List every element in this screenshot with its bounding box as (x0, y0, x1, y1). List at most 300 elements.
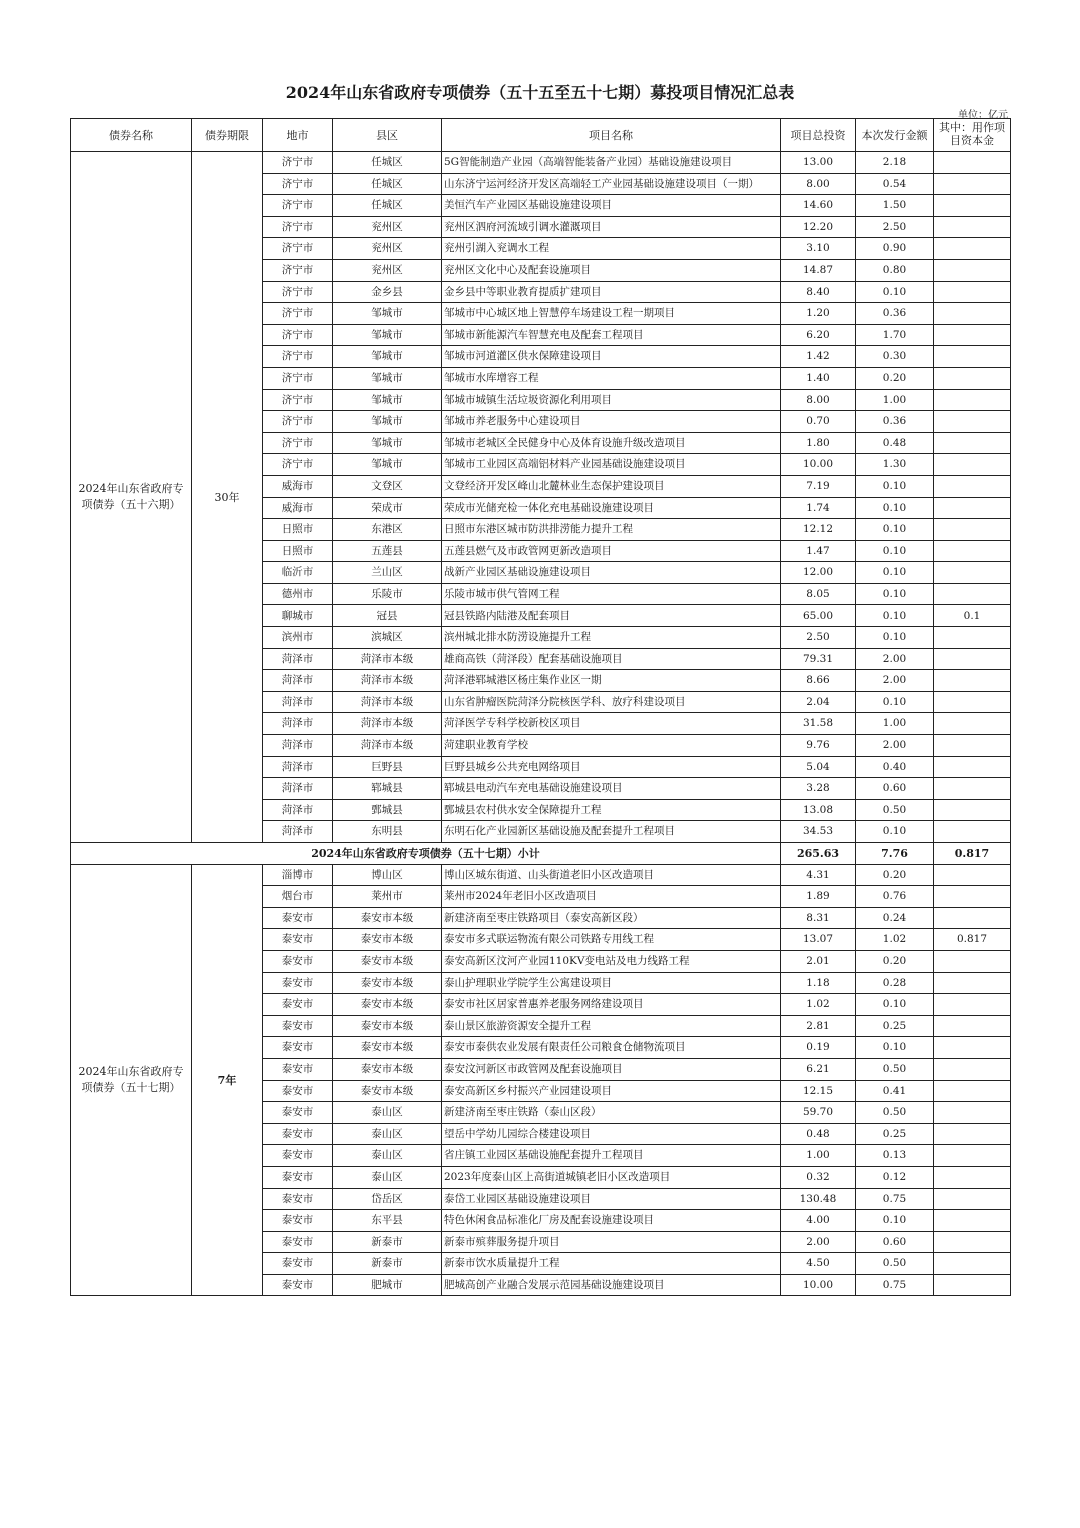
project-name-cell: 邹城市城镇生活垃圾资源化利用项目 (442, 389, 781, 411)
project-name-cell: 山东省肿瘤医院菏泽分院核医学科、放疗科建设项目 (442, 691, 781, 713)
project-name-cell: 2023年度泰山区上高街道城镇老旧小区改造项目 (442, 1166, 781, 1188)
capital-cell (934, 1015, 1011, 1037)
city-cell: 济宁市 (263, 238, 333, 260)
header-term: 债券期限 (192, 119, 263, 152)
issue-amount-cell: 0.25 (856, 1015, 934, 1037)
issue-amount-cell: 1.00 (856, 713, 934, 735)
city-cell: 日照市 (263, 519, 333, 541)
county-cell: 兖州区 (333, 216, 442, 238)
total-investment-cell: 0.48 (781, 1123, 856, 1145)
project-name-cell: 新泰市饮水质量提升工程 (442, 1253, 781, 1275)
issue-amount-cell: 2.00 (856, 735, 934, 757)
capital-cell (934, 691, 1011, 713)
issue-amount-cell: 0.10 (856, 994, 934, 1016)
county-cell: 泰山区 (333, 1123, 442, 1145)
project-name-cell: 美恒汽车产业园区基础设施建设项目 (442, 195, 781, 217)
county-cell: 泰安市本级 (333, 972, 442, 994)
county-cell: 新泰市 (333, 1253, 442, 1275)
city-cell: 济宁市 (263, 152, 333, 174)
capital-cell (934, 432, 1011, 454)
issue-amount-cell: 0.40 (856, 756, 934, 778)
capital-cell (934, 1058, 1011, 1080)
county-cell: 泰安市本级 (333, 1080, 442, 1102)
issue-amount-cell: 0.20 (856, 950, 934, 972)
total-investment-cell: 3.10 (781, 238, 856, 260)
capital-cell (934, 1188, 1011, 1210)
capital-cell (934, 778, 1011, 800)
project-name-cell: 邹城市河道灌区供水保障建设项目 (442, 346, 781, 368)
city-cell: 泰安市 (263, 1231, 333, 1253)
project-name-cell: 邹城市新能源汽车智慧充电及配套工程项目 (442, 324, 781, 346)
table-body (71, 152, 1011, 1296)
issue-amount-cell: 0.76 (856, 886, 934, 908)
county-cell: 邹城市 (333, 411, 442, 433)
project-name-cell: 菏泽港郓城港区杨庄集作业区一期 (442, 670, 781, 692)
project-name-cell: 邹城市老城区全民健身中心及体育设施升级改造项目 (442, 432, 781, 454)
total-investment-cell: 12.12 (781, 519, 856, 541)
county-cell: 泰安市本级 (333, 994, 442, 1016)
city-cell: 菏泽市 (263, 691, 333, 713)
project-name-cell: 郓城县电动汽车充电基础设施建设项目 (442, 778, 781, 800)
total-investment-cell: 8.40 (781, 281, 856, 303)
total-investment-cell: 1.80 (781, 432, 856, 454)
total-investment-cell: 12.15 (781, 1080, 856, 1102)
capital-cell (934, 195, 1011, 217)
capital-cell (934, 907, 1011, 929)
project-name-cell: 冠县铁路内陆港及配套项目 (442, 605, 781, 627)
city-cell: 淄博市 (263, 864, 333, 886)
capital-cell (934, 173, 1011, 195)
county-cell: 菏泽市本级 (333, 670, 442, 692)
capital-cell (934, 864, 1011, 886)
city-cell: 日照市 (263, 540, 333, 562)
city-cell: 泰安市 (263, 972, 333, 994)
project-name-cell: 菏泽医学专科学校新校区项目 (442, 713, 781, 735)
total-investment-cell: 34.53 (781, 821, 856, 843)
capital-cell (934, 475, 1011, 497)
county-cell: 东明县 (333, 821, 442, 843)
capital-cell (934, 799, 1011, 821)
city-cell: 济宁市 (263, 389, 333, 411)
issue-amount-cell: 0.10 (856, 605, 934, 627)
county-cell: 邹城市 (333, 432, 442, 454)
project-name-cell: 莱州市2024年老旧小区改造项目 (442, 886, 781, 908)
city-cell: 泰安市 (263, 1210, 333, 1232)
capital-cell (934, 281, 1011, 303)
issue-amount-cell: 0.20 (856, 864, 934, 886)
total-investment-cell: 130.48 (781, 1188, 856, 1210)
total-investment-cell: 6.21 (781, 1058, 856, 1080)
total-investment-cell: 2.01 (781, 950, 856, 972)
capital-cell: 0.817 (934, 929, 1011, 951)
county-cell: 泰山区 (333, 1102, 442, 1124)
county-cell: 泰安市本级 (333, 950, 442, 972)
issue-amount-cell: 0.10 (856, 1210, 934, 1232)
issue-amount-cell: 1.70 (856, 324, 934, 346)
issue-amount-cell: 0.41 (856, 1080, 934, 1102)
issue-amount-cell: 0.60 (856, 1231, 934, 1253)
issue-amount-cell: 0.75 (856, 1274, 934, 1296)
county-cell: 冠县 (333, 605, 442, 627)
total-investment-cell: 4.00 (781, 1210, 856, 1232)
issue-amount-cell: 0.50 (856, 799, 934, 821)
issue-amount-cell: 0.10 (856, 497, 934, 519)
county-cell: 肥城市 (333, 1274, 442, 1296)
city-cell: 临沂市 (263, 562, 333, 584)
project-name-cell: 泰安市社区居家普惠养老服务网络建设项目 (442, 994, 781, 1016)
city-cell: 济宁市 (263, 195, 333, 217)
county-cell: 五莲县 (333, 540, 442, 562)
issue-amount-cell: 0.10 (856, 691, 934, 713)
city-cell: 聊城市 (263, 605, 333, 627)
header-city: 地市 (263, 119, 333, 152)
city-cell: 泰安市 (263, 1102, 333, 1124)
total-investment-cell: 13.07 (781, 929, 856, 951)
city-cell: 济宁市 (263, 367, 333, 389)
total-investment-cell: 2.00 (781, 1231, 856, 1253)
city-cell: 泰安市 (263, 1015, 333, 1037)
issue-amount-cell: 2.50 (856, 216, 934, 238)
total-investment-cell: 12.20 (781, 216, 856, 238)
city-cell: 菏泽市 (263, 713, 333, 735)
city-cell: 泰安市 (263, 994, 333, 1016)
county-cell: 菏泽市本级 (333, 648, 442, 670)
total-investment-cell: 0.32 (781, 1166, 856, 1188)
issue-amount-cell: 0.10 (856, 475, 934, 497)
issue-amount-cell: 0.10 (856, 1037, 934, 1059)
capital-cell (934, 411, 1011, 433)
county-cell: 东港区 (333, 519, 442, 541)
county-cell: 鄄城县 (333, 799, 442, 821)
project-name-cell: 5G智能制造产业园（高端智能装备产业园）基础设施建设项目 (442, 152, 781, 174)
issue-amount-cell: 0.75 (856, 1188, 934, 1210)
issue-amount-cell: 0.10 (856, 519, 934, 541)
city-cell: 烟台市 (263, 886, 333, 908)
total-investment-cell: 10.00 (781, 1274, 856, 1296)
county-cell: 郓城县 (333, 778, 442, 800)
capital-cell (934, 821, 1011, 843)
county-cell: 莱州市 (333, 886, 442, 908)
city-cell: 菏泽市 (263, 735, 333, 757)
city-cell: 泰安市 (263, 1253, 333, 1275)
total-investment-cell: 4.50 (781, 1253, 856, 1275)
capital-cell (934, 216, 1011, 238)
issue-amount-cell: 0.28 (856, 972, 934, 994)
total-investment-cell: 0.19 (781, 1037, 856, 1059)
city-cell: 济宁市 (263, 303, 333, 325)
capital-cell (934, 886, 1011, 908)
issue-amount-cell: 0.24 (856, 907, 934, 929)
project-name-cell: 肥城高创产业融合发展示范园基础设施建设项目 (442, 1274, 781, 1296)
county-cell: 邹城市 (333, 367, 442, 389)
project-name-cell: 新泰市殡葬服务提升项目 (442, 1231, 781, 1253)
city-cell: 菏泽市 (263, 821, 333, 843)
city-cell: 威海市 (263, 497, 333, 519)
project-name-cell: 泰安市泰供农业发展有限责任公司粮食仓储物流项目 (442, 1037, 781, 1059)
total-investment-cell: 14.60 (781, 195, 856, 217)
county-cell: 文登区 (333, 475, 442, 497)
project-name-cell: 荣成市光储充检一体化充电基础设施建设项目 (442, 497, 781, 519)
capital-cell (934, 1231, 1011, 1253)
capital-cell (934, 1080, 1011, 1102)
issue-amount-cell: 0.36 (856, 303, 934, 325)
total-investment-cell: 65.00 (781, 605, 856, 627)
city-cell: 泰安市 (263, 1123, 333, 1145)
city-cell: 济宁市 (263, 281, 333, 303)
header-county: 县区 (333, 119, 442, 152)
total-investment-cell: 4.31 (781, 864, 856, 886)
total-investment-cell: 10.00 (781, 454, 856, 476)
project-name-cell: 省庄镇工业园区基础设施配套提升工程项目 (442, 1145, 781, 1167)
bond-name-cell: 2024年山东省政府专项债券（五十六期） (71, 152, 192, 843)
issue-amount-cell: 0.10 (856, 540, 934, 562)
city-cell: 威海市 (263, 475, 333, 497)
project-name-cell: 新建济南至枣庄铁路（泰山区段） (442, 1102, 781, 1124)
project-name-cell: 邹城市水库增容工程 (442, 367, 781, 389)
county-cell: 邹城市 (333, 389, 442, 411)
issue-amount-cell: 0.54 (856, 173, 934, 195)
total-investment-cell: 6.20 (781, 324, 856, 346)
county-cell: 泰安市本级 (333, 907, 442, 929)
project-name-cell: 泰山景区旅游资源安全提升工程 (442, 1015, 781, 1037)
issue-amount-cell: 0.50 (856, 1058, 934, 1080)
issue-amount-cell: 0.10 (856, 821, 934, 843)
city-cell: 菏泽市 (263, 799, 333, 821)
city-cell: 泰安市 (263, 1188, 333, 1210)
header-bond-name: 债券名称 (71, 119, 192, 152)
total-investment-cell: 0.70 (781, 411, 856, 433)
issue-amount-cell: 2.18 (856, 152, 934, 174)
city-cell: 菏泽市 (263, 670, 333, 692)
county-cell: 荣成市 (333, 497, 442, 519)
issue-amount-cell: 2.00 (856, 648, 934, 670)
issue-amount-cell: 0.48 (856, 432, 934, 454)
county-cell: 泰安市本级 (333, 929, 442, 951)
header-project: 项目名称 (442, 119, 781, 152)
capital-cell (934, 389, 1011, 411)
capital-cell (934, 540, 1011, 562)
city-cell: 泰安市 (263, 1274, 333, 1296)
capital-cell: 0.1 (934, 605, 1011, 627)
capital-cell (934, 1166, 1011, 1188)
total-investment-cell: 1.40 (781, 367, 856, 389)
issue-amount-cell: 0.10 (856, 281, 934, 303)
total-investment-cell: 1.00 (781, 1145, 856, 1167)
county-cell: 兖州区 (333, 238, 442, 260)
city-cell: 济宁市 (263, 454, 333, 476)
county-cell: 金乡县 (333, 281, 442, 303)
capital-cell (934, 259, 1011, 281)
bond-term-cell: 7年 (192, 864, 263, 1296)
project-name-cell: 雄商高铁（菏泽段）配套基础设施项目 (442, 648, 781, 670)
issue-amount-cell: 1.30 (856, 454, 934, 476)
capital-cell (934, 713, 1011, 735)
issue-amount-cell: 0.10 (856, 627, 934, 649)
issue-amount-cell: 0.50 (856, 1102, 934, 1124)
project-name-cell: 邹城市工业园区高端铝材料产业园基础设施建设项目 (442, 454, 781, 476)
issue-amount-cell: 2.00 (856, 670, 934, 692)
city-cell: 德州市 (263, 583, 333, 605)
capital-cell (934, 303, 1011, 325)
total-investment-cell: 8.00 (781, 173, 856, 195)
capital-cell (934, 1123, 1011, 1145)
project-name-cell: 兖州区泗府河流域引调水灌溉项目 (442, 216, 781, 238)
city-cell: 济宁市 (263, 259, 333, 281)
table-row (71, 864, 1011, 886)
total-investment-cell: 1.18 (781, 972, 856, 994)
total-investment-cell: 1.89 (781, 886, 856, 908)
capital-cell (934, 324, 1011, 346)
county-cell: 泰山区 (333, 1145, 442, 1167)
county-cell: 任城区 (333, 173, 442, 195)
county-cell: 东平县 (333, 1210, 442, 1232)
total-investment-cell: 31.58 (781, 713, 856, 735)
issue-amount-cell: 0.60 (856, 778, 934, 800)
capital-cell (934, 519, 1011, 541)
county-cell: 邹城市 (333, 346, 442, 368)
subtotal-total: 265.63 (781, 843, 856, 865)
project-name-cell: 滨州城北排水防涝设施提升工程 (442, 627, 781, 649)
issue-amount-cell: 0.25 (856, 1123, 934, 1145)
issue-amount-cell: 1.02 (856, 929, 934, 951)
county-cell: 邹城市 (333, 454, 442, 476)
project-name-cell: 兖州引湖入兖调水工程 (442, 238, 781, 260)
issue-amount-cell: 0.50 (856, 1253, 934, 1275)
capital-cell (934, 1210, 1011, 1232)
capital-cell (934, 1037, 1011, 1059)
project-name-cell: 菏建职业教育学校 (442, 735, 781, 757)
capital-cell (934, 562, 1011, 584)
subtotal-row (71, 843, 1011, 865)
total-investment-cell: 12.00 (781, 562, 856, 584)
subtotal-issue: 7.76 (856, 843, 934, 865)
capital-cell (934, 735, 1011, 757)
capital-cell (934, 670, 1011, 692)
project-name-cell: 泰安汶河新区市政管网及配套设施项目 (442, 1058, 781, 1080)
project-name-cell: 巨野县城乡公共充电网络项目 (442, 756, 781, 778)
project-name-cell: 特色休闲食品标准化厂房及配套设施建设项目 (442, 1210, 781, 1232)
city-cell: 济宁市 (263, 324, 333, 346)
capital-cell (934, 152, 1011, 174)
total-investment-cell: 79.31 (781, 648, 856, 670)
city-cell: 滨州市 (263, 627, 333, 649)
project-name-cell: 博山区城东街道、山头街道老旧小区改造项目 (442, 864, 781, 886)
project-name-cell: 兖州区文化中心及配套设施项目 (442, 259, 781, 281)
city-cell: 菏泽市 (263, 778, 333, 800)
bond-term-cell: 30年 (192, 152, 263, 843)
issue-amount-cell: 0.12 (856, 1166, 934, 1188)
issue-amount-cell: 0.10 (856, 583, 934, 605)
project-name-cell: 战新产业园区基础设施建设项目 (442, 562, 781, 584)
county-cell: 乐陵市 (333, 583, 442, 605)
capital-cell (934, 627, 1011, 649)
total-investment-cell: 1.47 (781, 540, 856, 562)
project-name-cell: 山东济宁运河经济开发区高端轻工产业园基础设施建设项目（一期） (442, 173, 781, 195)
total-investment-cell: 9.76 (781, 735, 856, 757)
issue-amount-cell: 0.13 (856, 1145, 934, 1167)
total-investment-cell: 59.70 (781, 1102, 856, 1124)
county-cell: 菏泽市本级 (333, 713, 442, 735)
header-issue-amount: 本次发行金额 (856, 119, 934, 152)
total-investment-cell: 1.20 (781, 303, 856, 325)
city-cell: 泰安市 (263, 950, 333, 972)
issue-amount-cell: 0.90 (856, 238, 934, 260)
city-cell: 泰安市 (263, 1166, 333, 1188)
county-cell: 兖州区 (333, 259, 442, 281)
county-cell: 任城区 (333, 195, 442, 217)
city-cell: 泰安市 (263, 1080, 333, 1102)
issue-amount-cell: 0.10 (856, 562, 934, 584)
county-cell: 岱岳区 (333, 1188, 442, 1210)
city-cell: 泰安市 (263, 1058, 333, 1080)
project-name-cell: 望岳中学幼儿园综合楼建设项目 (442, 1123, 781, 1145)
city-cell: 济宁市 (263, 432, 333, 454)
county-cell: 泰安市本级 (333, 1058, 442, 1080)
city-cell: 泰安市 (263, 907, 333, 929)
total-investment-cell: 2.04 (781, 691, 856, 713)
capital-cell (934, 972, 1011, 994)
header-capital: 其中：用作项目资本金 (934, 119, 1011, 152)
total-investment-cell: 1.42 (781, 346, 856, 368)
project-name-cell: 泰安高新区汶河产业园110KV变电站及电力线路工程 (442, 950, 781, 972)
county-cell: 博山区 (333, 864, 442, 886)
project-name-cell: 泰安高新区乡村振兴产业园建设项目 (442, 1080, 781, 1102)
total-investment-cell: 2.50 (781, 627, 856, 649)
capital-cell (934, 756, 1011, 778)
total-investment-cell: 8.00 (781, 389, 856, 411)
subtotal-capital: 0.817 (934, 843, 1011, 865)
total-investment-cell: 5.04 (781, 756, 856, 778)
total-investment-cell: 2.81 (781, 1015, 856, 1037)
county-cell: 邹城市 (333, 303, 442, 325)
bond-name-cell: 2024年山东省政府专项债券（五十七期） (71, 864, 192, 1296)
city-cell: 泰安市 (263, 929, 333, 951)
county-cell: 泰山区 (333, 1166, 442, 1188)
county-cell: 泰安市本级 (333, 1015, 442, 1037)
project-name-cell: 新建济南至枣庄铁路项目（泰安高新区段） (442, 907, 781, 929)
capital-cell (934, 367, 1011, 389)
project-name-cell: 邹城市中心城区地上智慧停车场建设工程一期项目 (442, 303, 781, 325)
project-name-cell: 乐陵市城市供气管网工程 (442, 583, 781, 605)
project-name-cell: 邹城市养老服务中心建设项目 (442, 411, 781, 433)
capital-cell (934, 1274, 1011, 1296)
issue-amount-cell: 1.00 (856, 389, 934, 411)
city-cell: 菏泽市 (263, 648, 333, 670)
issue-amount-cell: 0.30 (856, 346, 934, 368)
projects-table (70, 118, 1011, 1296)
project-name-cell: 泰山护理职业学院学生公寓建设项目 (442, 972, 781, 994)
total-investment-cell: 8.05 (781, 583, 856, 605)
county-cell: 滨城区 (333, 627, 442, 649)
county-cell: 菏泽市本级 (333, 691, 442, 713)
capital-cell (934, 1253, 1011, 1275)
capital-cell (934, 950, 1011, 972)
project-name-cell: 五莲县燃气及市政管网更新改造项目 (442, 540, 781, 562)
capital-cell (934, 454, 1011, 476)
city-cell: 济宁市 (263, 216, 333, 238)
table-row (71, 152, 1011, 174)
capital-cell (934, 346, 1011, 368)
total-investment-cell: 8.66 (781, 670, 856, 692)
unit-label: 单位：亿元 (958, 110, 1008, 121)
project-name-cell: 鄄城县农村供水安全保障提升工程 (442, 799, 781, 821)
capital-cell (934, 994, 1011, 1016)
issue-amount-cell: 1.50 (856, 195, 934, 217)
total-investment-cell: 1.02 (781, 994, 856, 1016)
project-name-cell: 日照市东港区城市防洪排涝能力提升工程 (442, 519, 781, 541)
total-investment-cell: 13.08 (781, 799, 856, 821)
county-cell: 新泰市 (333, 1231, 442, 1253)
